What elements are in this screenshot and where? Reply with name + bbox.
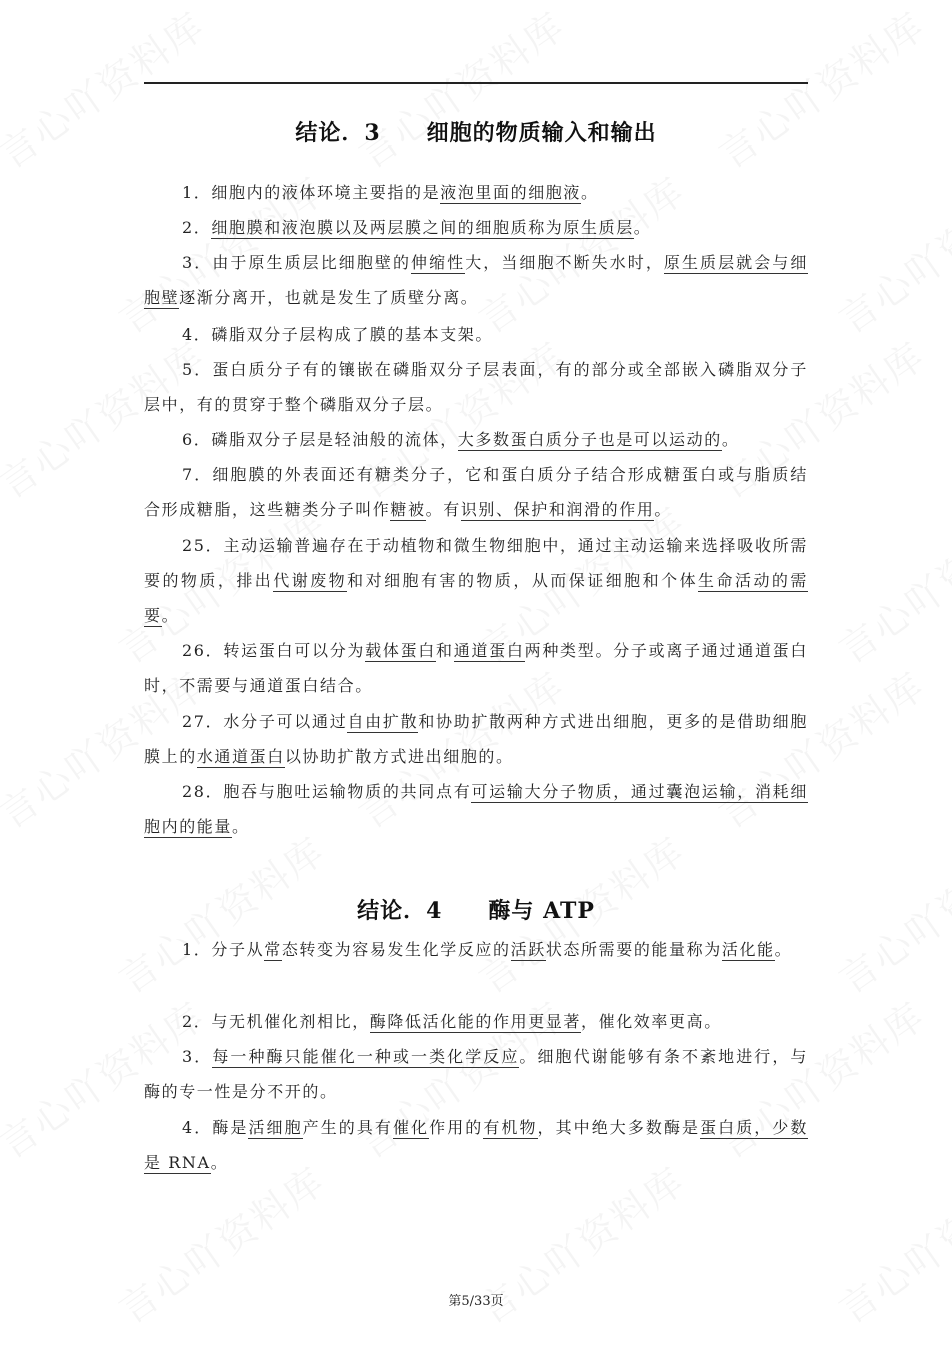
item-text: 。 <box>161 606 180 625</box>
list-item <box>144 175 808 210</box>
item-number: 1． <box>182 940 212 959</box>
item-text: 和 <box>436 641 454 660</box>
item-text: 磷脂双分子层构成了膜的基本支架。 <box>211 325 493 344</box>
list-item <box>144 457 808 527</box>
item-text: 。细胞代谢能够有条不紊地进行，与酶的专一性是分不开的。 <box>144 1047 808 1101</box>
underlined-answer: 细胞膜和液泡膜以及两层膜之间的细胞质称为原生质层 <box>211 218 634 237</box>
item-text: 产生的具有 <box>302 1118 393 1137</box>
item-text: 。 <box>654 500 673 519</box>
underlined-answer: 伸缩性 <box>411 253 466 272</box>
item-text: 酶是 <box>212 1118 249 1137</box>
underlined-answer: 生命活动的需要 <box>144 571 808 625</box>
underlined-answer: 酶降低活化能的作用更显著 <box>369 1012 581 1031</box>
underlined-answer: 自由扩散 <box>347 712 419 731</box>
item-text: 。有 <box>425 500 461 519</box>
item-text: 作用的 <box>429 1118 484 1137</box>
item-number: 2． <box>182 218 212 237</box>
item-text: 与无机催化剂相比， <box>211 1012 370 1031</box>
list-item <box>144 317 808 352</box>
underlined-answer: 活化能 <box>721 940 775 959</box>
item-text: 和协助扩散两种方式进出细胞，更多的是借助细胞膜上的 <box>144 712 808 766</box>
underlined-answer: 代谢废物 <box>273 571 348 590</box>
item-number: 1． <box>182 183 212 202</box>
underlined-answer: 载体蛋白 <box>365 641 437 660</box>
list-item <box>144 1039 808 1109</box>
item-text: 水分子可以通过 <box>223 712 348 731</box>
underlined-answer: 通道蛋白 <box>453 641 525 660</box>
underlined-answer: 催化 <box>392 1118 430 1137</box>
item-text: 状态所需要的能量称为 <box>545 940 722 959</box>
underlined-answer: 大多数蛋白质分子也是可以运动的 <box>457 430 722 449</box>
item-text: 逐渐分离开，也就是发生了质壁分离。 <box>179 288 479 307</box>
underlined-answer: 糖被 <box>390 500 426 519</box>
item-text: 和对细胞有害的物质，从而保证细胞和个体 <box>347 571 699 590</box>
item-text: ，其中绝大多数酶是 <box>537 1118 701 1137</box>
item-text: 。 <box>581 183 599 202</box>
list-item <box>144 210 808 245</box>
item-text: 。 <box>633 218 652 237</box>
item-text: ，催化效率更高。 <box>581 1012 722 1031</box>
item-text: 两种类型。分子或离子通过通道蛋白时，不需要与通道蛋白结合。 <box>144 641 808 695</box>
item-text: 蛋白质分子有的镶嵌在磷脂双分子层表面，有的部分或全部嵌入磷脂双分子层中，有的贯穿于整个磷脂双分子层。 <box>144 360 808 414</box>
item-number: 3． <box>182 1047 213 1066</box>
underlined-answer: 每一种酶只能催化一种或一类化学反应 <box>212 1047 520 1066</box>
section-title-3: 结论．3 细胞的物质输入和输出 <box>295 120 657 146</box>
underlined-answer: 液泡里面的细胞液 <box>440 183 582 202</box>
item-number: 28． <box>182 782 224 801</box>
underlined-answer: 活跃 <box>510 940 546 959</box>
item-text: 。 <box>232 817 250 836</box>
item-number: 26． <box>182 641 224 660</box>
item-number: 4． <box>182 1118 213 1137</box>
item-number: 3． <box>182 253 213 272</box>
list-item <box>144 1110 808 1180</box>
list-item <box>144 932 808 967</box>
list-item <box>144 352 808 422</box>
list-item <box>144 704 808 774</box>
list-item <box>144 1004 808 1039</box>
item-text: 大，当细胞不断失水时， <box>465 253 664 272</box>
underlined-answer: 可运输大分子物质，通过囊泡运输，消耗细胞内的能量 <box>144 782 808 836</box>
item-text: 。 <box>210 1153 229 1172</box>
item-text: 以协助扩散方式进出细胞的。 <box>284 747 514 766</box>
underlined-answer: 原生质层就会与细胞壁 <box>144 253 808 307</box>
underlined-answer: 常 <box>264 940 282 959</box>
item-number: 2． <box>182 1012 212 1031</box>
item-text: 磷脂双分子层是轻油般的流体， <box>211 430 458 449</box>
item-number: 25． <box>182 536 224 555</box>
header-rule <box>144 82 808 84</box>
underlined-answer: 识别、保护和润滑的作用 <box>460 500 655 519</box>
item-text: 转运蛋白可以分为 <box>223 641 366 660</box>
item-text: 胞吞与胞吐运输物质的共同点有 <box>223 782 472 801</box>
item-number: 7． <box>182 465 213 484</box>
item-text: 分子从 <box>211 940 265 959</box>
underlined-answer: 蛋白质，少数是 RNA <box>144 1118 809 1172</box>
item-text: 细胞膜的外表面还有糖类分子，它和蛋白质分子结合形成糖蛋白或与脂质结合形成糖脂，这些糖类分子叫作 <box>144 465 808 519</box>
item-text: 由于原生质层比细胞壁的 <box>212 253 412 272</box>
item-text: 。 <box>721 430 740 449</box>
item-number: 5． <box>182 360 213 379</box>
list-item <box>144 528 808 633</box>
list-item <box>144 774 808 844</box>
list-item <box>144 422 808 457</box>
underlined-answer: 水通道蛋白 <box>196 747 285 766</box>
list-item <box>144 245 808 315</box>
item-text: 态转变为容易发生化学反应的 <box>281 940 511 959</box>
item-number: 4． <box>182 325 212 344</box>
underlined-answer: 有机物 <box>483 1118 538 1137</box>
item-number: 27． <box>182 712 224 731</box>
item-text: 细胞内的液体环境主要指的是 <box>211 183 441 202</box>
item-number: 6． <box>182 430 212 449</box>
item-text: 。 <box>774 940 793 959</box>
underlined-answer: 活细胞 <box>248 1118 303 1137</box>
item-text: 主动运输普遍存在于动植物和微生物细胞中，通过主动运输来选择吸收所需要的物质，排出 <box>144 536 808 590</box>
section-title-4: 结论．4 酶与 ATP <box>357 898 595 924</box>
list-item <box>144 633 808 703</box>
page-number: 第5/33页 <box>448 1294 504 1309</box>
